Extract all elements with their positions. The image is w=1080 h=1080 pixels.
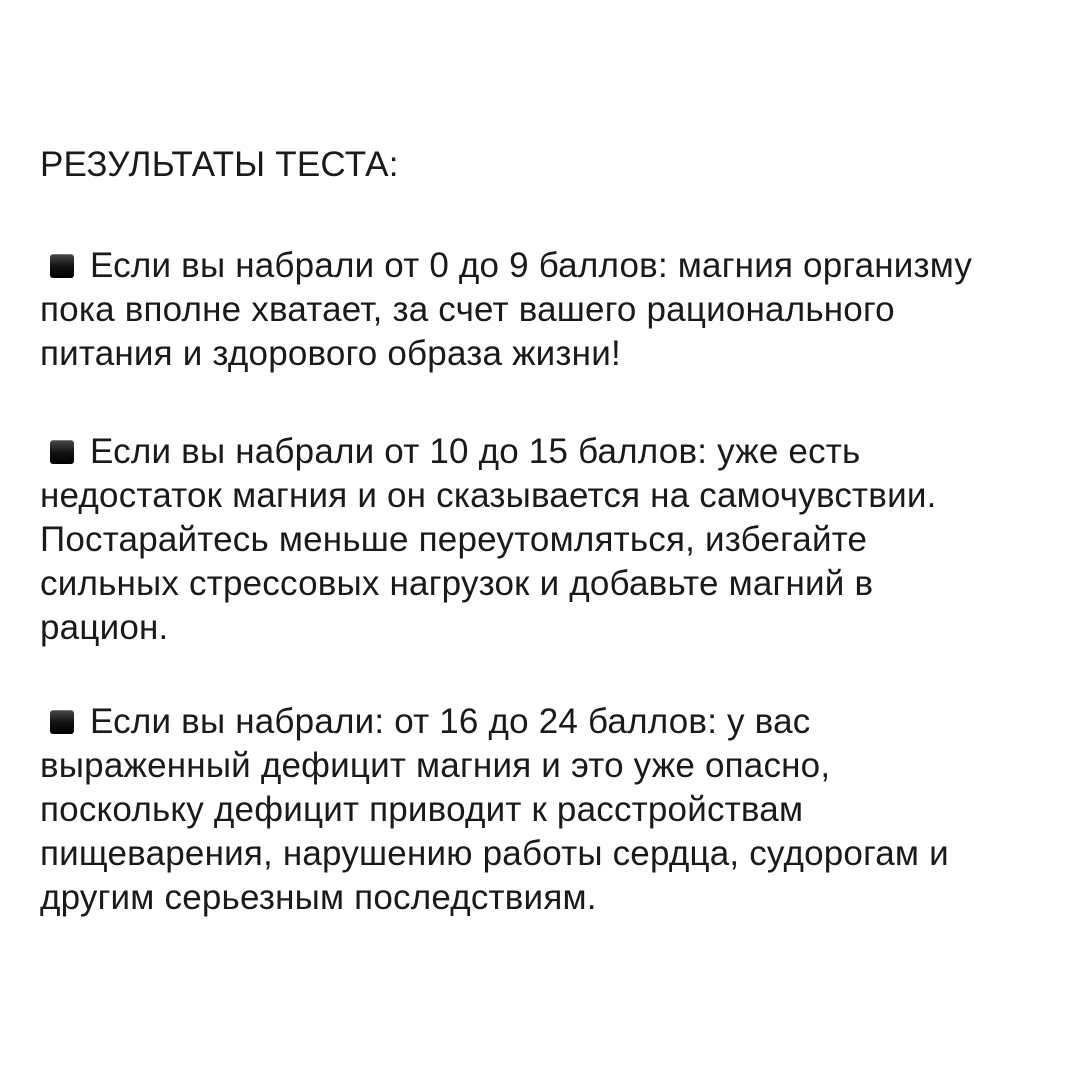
result-line-text: Если вы набрали от 10 до 15 баллов: уже есть [90,432,861,471]
page-title: РЕЗУЛЬТАТЫ ТЕСТА: [40,145,399,184]
result-line: пищеварения, нарушению работы сердца, судорогам и [40,834,949,873]
result-line: недостаток магния и он сказывается на самочувствии. [40,476,937,515]
results-document [40,0,1050,1080]
result-line [40,244,1050,288]
black-square-bullet-icon [50,440,74,464]
result-line: поскольку дефицит приводит к расстройствам [40,790,804,829]
result-line-text: Если вы набрали: от 16 до 24 баллов: у вас [90,702,811,741]
result-line: сильных стрессовых нагрузок и добавьте магний в [40,564,874,603]
result-line: рацион. [40,608,169,647]
result-line-text: Если вы набрали от 0 до 9 баллов: магния организму [90,246,973,285]
result-line: другим серьезным последствиям. [40,878,597,917]
result-item-low [40,244,1050,376]
result-line [40,700,1050,744]
black-square-bullet-icon [50,254,74,278]
result-line: выраженный дефицит магния и это уже опасно, [40,746,831,785]
result-line: питания и здорового образа жизни! [40,334,621,373]
result-item-high [40,700,1050,920]
result-line: Постарайтесь меньше переутомляться, избегайте [40,520,868,559]
black-square-bullet-icon [50,710,74,734]
result-item-medium [40,430,1050,650]
result-line [40,430,1050,474]
result-line: пока вполне хватает, за счет вашего рационального [40,290,895,329]
